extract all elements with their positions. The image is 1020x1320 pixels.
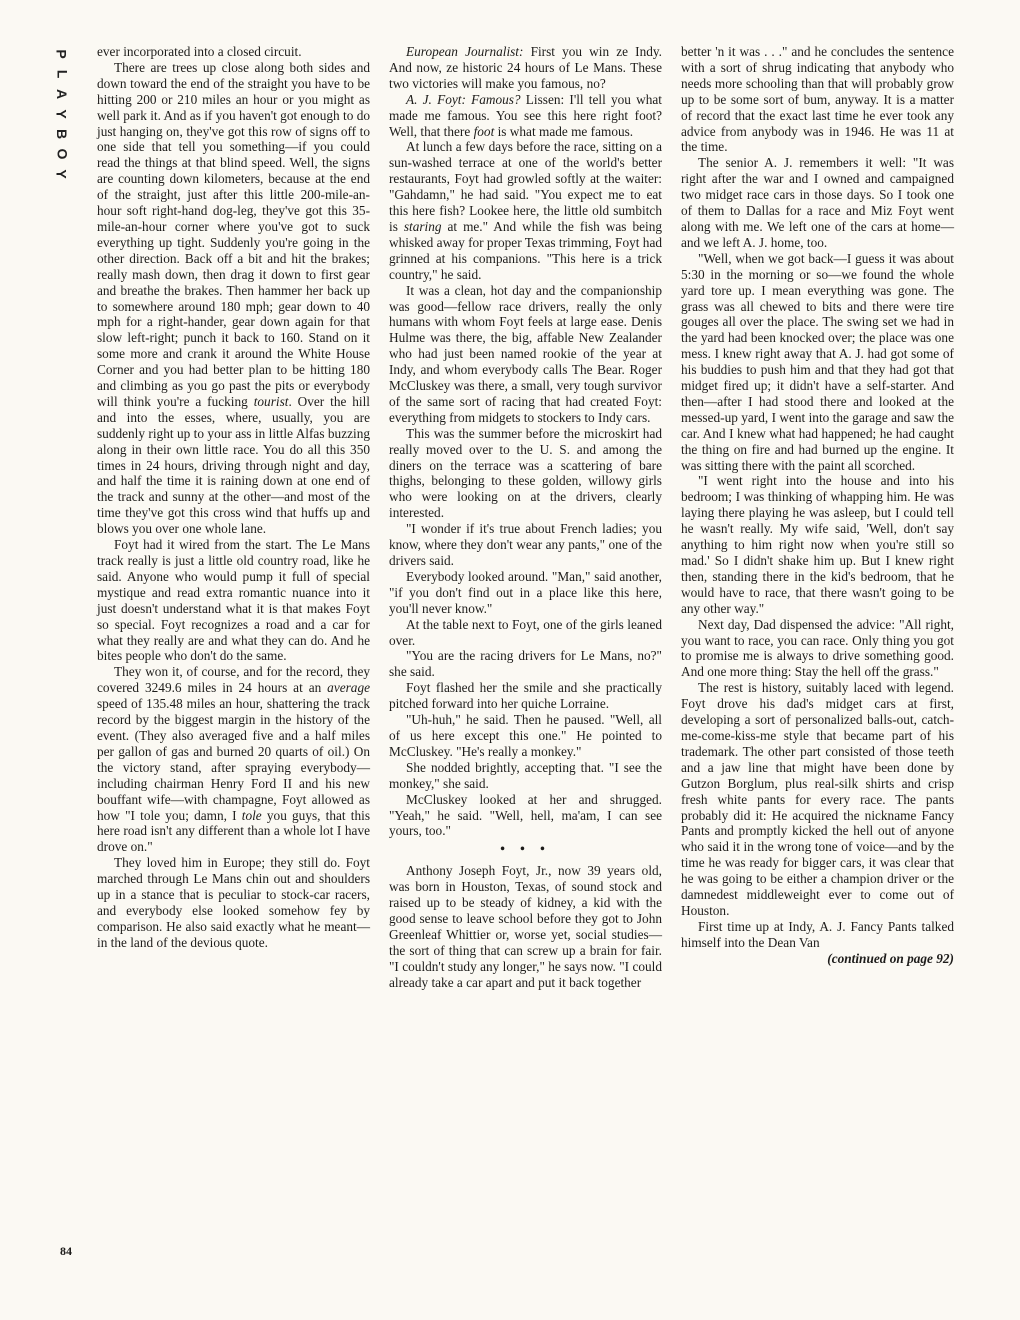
paragraph: She nodded brightly, accepting that. "I see the monkey," she said. bbox=[389, 759, 662, 791]
column-2 bbox=[389, 44, 662, 990]
paragraph: A. J. Foyt: Famous? Lissen: I'll tell you what made me famous. You see this here right foot? Well, that there foot is what made me famous. bbox=[389, 91, 662, 139]
column-1 bbox=[97, 44, 370, 951]
paragraph: Anthony Joseph Foyt, Jr., now 39 years old, was born in Houston, Texas, of sound stock and raised up to be steady of kidney, a kid with the good sense to leave school before they got to John Greenleaf Whittier or, worse yet, social studies—the sort of thing that can screw up a brain for fair. "I couldn't study any longer," he says now. "I could already take a car apart and put it back together bbox=[389, 863, 662, 990]
paragraph: This was the summer before the microskirt had really moved over to the U. S. and among the diners on the terrace was a scattering of bare thighs, belonging to these golden, willowy girls who were looking on at the drivers, clearly interested. bbox=[389, 425, 662, 521]
paragraph: They won it, of course, and for the record, they covered 3249.6 miles in 24 hours at an average speed of 135.48 miles an hour, shattering the track record by the biggest margin in the history of the event. (They also averaged five and a half miles per gallon of gas and burned 20 quarts of oil.) On the victory stand, after spraying everybody—including chairman Henry Ford II and his new bouffant wife—with champagne, Foyt allowed as how "I tole you; damn, I tole you guys, that this here road isn't any different than a whole lot I have drove on." bbox=[97, 664, 370, 855]
speaker-label: European Journalist: bbox=[406, 44, 524, 59]
section-separator: • • • bbox=[500, 841, 551, 857]
paragraph: "Well, when we got back—I guess it was about 5:30 in the morning or so—we found the whole yard tore up. I mean everything was gone. The grass was all chewed to bits and there were tire gouges all over the place. The swing set we had in the yard had been knocked over; the place was one mess. I knew right away that A. J. had got some of his buddies to push him and that they had got that midget fired up; it didn't have a self-starter. And then—after I had stood there and looked at the messed-up yard, I went into the garage and saw the car. And I knew what had happened; he had caught the thing on fire and had burned up the engine. It was sitting there with the paint all scorched. bbox=[681, 250, 954, 473]
paragraph: European Journalist: First you win ze Indy. And now, ze historic 24 hours of Le Mans. These two victories will make you famous, no? bbox=[389, 44, 662, 91]
masthead-letter: P bbox=[54, 49, 70, 59]
masthead-letter: L bbox=[54, 69, 70, 79]
paragraph: "I wonder if it's true about French ladies; you know, where they don't wear any pants," one of the drivers said. bbox=[389, 521, 662, 568]
emphasis: foot bbox=[473, 123, 495, 139]
paragraph: ever incorporated into a closed circuit. bbox=[97, 44, 302, 59]
masthead-letter: Y bbox=[54, 109, 70, 119]
page-number: 84 bbox=[60, 1244, 72, 1258]
emphasis: staring bbox=[403, 218, 442, 234]
paragraph: "Uh-huh," he said. Then he paused. "Well, all of us here except this one." He pointed to McCluskey. "He's really a monkey." bbox=[389, 712, 662, 759]
masthead-letter: Y bbox=[54, 169, 70, 179]
paragraph: "You are the racing drivers for Le Mans, no?" she said. bbox=[389, 648, 662, 680]
paragraph: The rest is history, suitably laced with legend. Foyt drove his dad's midget cars at first, developing a sort of personalized balls-out, catch-me-come-kiss-me style that became part of his trademark. The other part consisted of those teeth and a jaw line that might have been done by Gutzon Borglum, plus real-silk shirts and crisp fresh white pants for every race. The pants probably did it: He acquired the nickname Fancy Pants and promptly kicked the hell out of anyone who said it in the wrong tone of voice—and by the time he was ready for bigger cars, it was clear that he was going to be either a champion driver or the damnedest middleweight ever to come out of Houston. bbox=[681, 680, 954, 918]
paragraph: "I went right into the house and into his bedroom; I was thinking of whapping him. He was laying there playing he was asleep, but I could tell he wasn't really. My wife said, 'Well, don't say anything to him right now when you're still so mad.' So I didn't shake him up. But I knew right then, standing there in the kid's bedroom, that he would have to race, that there wasn't going to be any other way." bbox=[681, 473, 954, 616]
speaker-label: A. J. Foyt: Famous? bbox=[406, 91, 521, 107]
continued-notice: (continued on page 92) bbox=[827, 950, 954, 966]
masthead-letter: O bbox=[53, 148, 70, 160]
paragraph: They loved him in Europe; they still do. Foyt marched through Le Mans chin out and shoulders up in a stance that is peculiar to stock-car racers, and everybody else looked somehow fey by comparison. He also said exactly what he meant—in the land of the devious quote. bbox=[97, 855, 370, 950]
magazine-masthead bbox=[54, 44, 70, 184]
paragraph: Foyt had it wired from the start. The Le Mans track really is just a little old country road, like he said. Anyone who would pump it full of special mystique and read extra romantic nuance into it just doesn't understand what it is that makes Foyt so special. Foyt recognizes a road and a car for what they really are and what they can do. And he bites people who don't do the same. bbox=[97, 537, 370, 664]
paragraph: McCluskey looked at her and shrugged. "Yeah," he said. "Well, hell, ma'am, I can see yours, too." bbox=[389, 791, 662, 839]
paragraph: There are trees up close along both sides and down toward the end of the straight you have to be hitting 200 or 210 miles an hour or you might as well park it. And as if you haven't got enough to do just hanging on, they've got this row of signs off to one side that tell you something—if you could read the things at that blind speed. Well, the signs are counting down kilometers, because at the end of the straight, just after this little 200-mile-an-hour soft right-hand dog-leg, they've got this 35-mile-an-hour corner where you've got to suck everything up tight. Suddenly you're going in the other direction. Back off a bit and hit the brakes; really mash down, then drag it down to first gear and breathe the brakes. Then hammer her back up to somewhere around 180 mph; gear down to 40 mph for a right-hander, gear down again for that slow left-right; punch it back to 160. Stand on it some more and crank it around the White House Corner and you had better plan to be hitting 180 and climbing as you go past the pits or everybody will think you're a fucking tourist. Over the hill and into the esses, where, usually, you are suddenly right up to your ass in little Alfas buzzing along in their own little race. You do all this 350 times in 24 hours, driving through night and day, and half the time it is raining down at one end of the track and sunny at the other—and most of the time they've got this cross wind that huffs up and blows you over one whole lane. bbox=[97, 59, 371, 537]
emphasis: tourist bbox=[253, 393, 289, 409]
paragraph: Next day, Dad dispensed the advice: "All right, you want to race, you can race. Only thing you got to promise me is always to drive something good. And one more thing: Stay the hell off the grass." bbox=[681, 616, 954, 680]
paragraph: At the table next to Foyt, one of the girls leaned over. bbox=[389, 616, 662, 648]
masthead-letter: B bbox=[54, 128, 70, 140]
paragraph: First time up at Indy, A. J. Fancy Pants talked himself into the Dean Van bbox=[681, 918, 954, 950]
column-3 bbox=[681, 44, 954, 967]
paragraph: At lunch a few days before the race, sitting on a sun-washed terrace at one of the world's better restaurants, Foyt had growled softly at the waiter: "Gahdamn," he had said. "You expect me to eat this here fish? Lookee here, the little old sumbitch is staring at me." And while the fish was being whisked away for proper Texas trimming, Foyt had grinned at his companions. "This here is a trick country," he said. bbox=[389, 139, 662, 282]
emphasis: average bbox=[327, 680, 370, 696]
paragraph: better 'n it was . . ." and he concludes the sentence with a sort of shrug indicating that anybody who needs more schooling than that will probably grow up to be some sort of bum, anyway. It is a matter of record that the exact last time he ever took any advice from anybody was in 1946. He was 11 at the time. bbox=[681, 44, 954, 155]
masthead-letter: A bbox=[54, 88, 70, 100]
paragraph: Everybody looked around. "Man," said another, "if you don't find out in a place like this here, you'll never know." bbox=[389, 568, 662, 616]
paragraph: Foyt flashed her the smile and she practically pitched forward into her quiche Lorraine. bbox=[389, 680, 662, 712]
paragraph: The senior A. J. remembers it well: "It was right after the war and I owned and campaigned two midget race cars in those days. So I took one of them to Dallas for a race and Miz Foyt went along with me. We left one of the cars at home—and we left A. J. home, too. bbox=[681, 155, 954, 250]
paragraph: It was a clean, hot day and the companionship was good—fellow race drivers, really the only humans with whom Foyt feels at large ease. Denis Hulme was there, the big, affable New Zealander who had just been named rookie of the year at Indy, and whom everybody calls The Bear. Roger McCluskey was there, a small, very tough survivor of the same sort of racing that had created Foyt: everything from midgets to stockers to Indy cars. bbox=[389, 282, 662, 425]
emphasis: tole bbox=[241, 807, 262, 823]
